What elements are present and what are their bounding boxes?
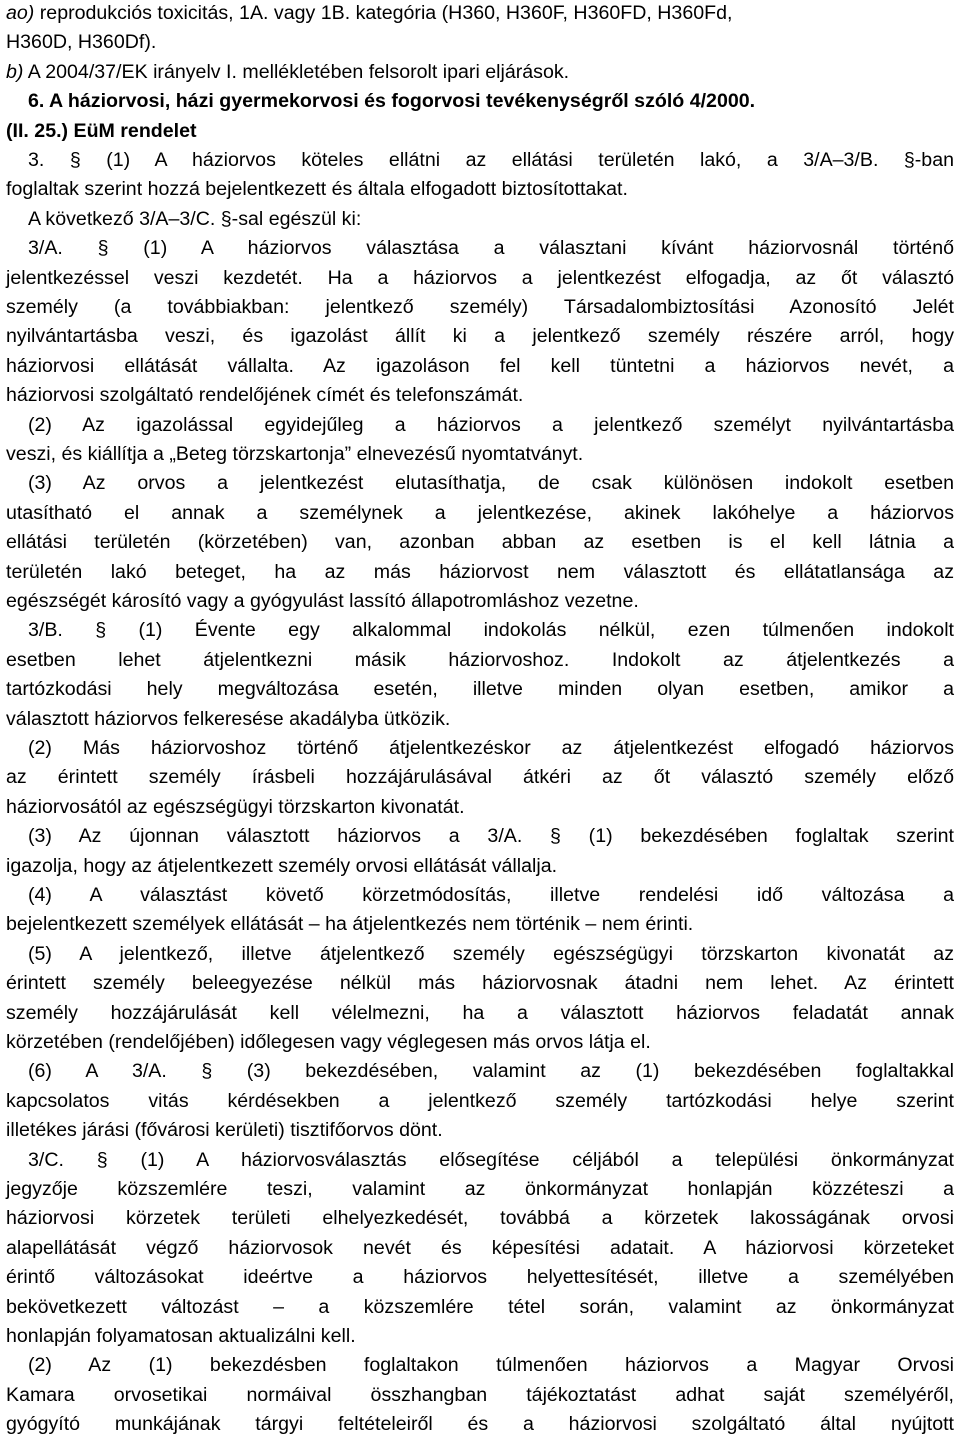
text-line: Kamara orvosetikai normáival összhangban tájékoztatást adhat saját személyéről, [6,1383,954,1406]
text-line: 3/B. § (1) Évente egy alkalommal indokolás nélkül, ezen túlmenően indokolt [28,619,954,642]
text-line: háziorvosától az egészségügyi törzskarton kivonatát. [6,795,465,818]
text-line: nyilvántartásba veszi, és igazolást állít ki a jelentkező személy részére arról, hogy [6,325,954,348]
section-heading-line: 6. A háziorvosi, házi gyermekorvosi és fogorvosi tevékenységről szóló 4/2000. [28,90,756,113]
text-line: veszi, és kiállítja a „Beteg törzskartonja” elnevezésű nyomtatványt. [6,443,584,465]
text-line: utasítható el annak a személynek a jelentkezése, akinek lakóhelye a háziorvos [6,501,954,524]
text-line: kapcsolatos vitás kérdésekben a jelentkező személy tartózkodási helye szerint [6,1089,954,1112]
text-line: (4) A választást követő körzetmódosítás, illetve rendelési idő változása a [28,884,954,906]
text-line: b) A 2004/37/EK irányelv I. mellékletében felsorolt ipari eljárások. [6,60,570,83]
text-line: gyógyító munkájának tárgyi feltételeiről és a háziorvosi szolgáltató által nyújtott [6,1413,954,1436]
text-line: esetben lehet átjelentkezni másik háziorvoshoz. Indokolt az átjelentkezés a [6,648,954,671]
text-line: honlapján folyamatosan aktualizálni kell. [6,1325,356,1347]
text-line: választott háziorvos felkeresése akadályba ütközik. [6,707,451,730]
text-line: A következő 3/A–3/C. §-sal egészül ki: [28,207,362,230]
text-line: körzetében (rendelőjében) időlegesen vagy véglegesen más orvos látja el. [6,1031,651,1053]
text-line: (3) Az újonnan választott háziorvos a 3/A. § (1) bekezdésében foglaltak szerint [28,825,954,848]
text-line: jegyzője közszemlére teszi, valamint az önkormányzat honlapján közzéteszi a [6,1178,954,1200]
text-line: ellátási területén (körzetében) van, azonban abban az esetben is el kell látnia a [6,531,954,554]
text-line: háziorvosi körzetek területi elhelyezkedését, továbbá a körzetek lakosságának orvosi [6,1207,954,1230]
text-line: háziorvosi szolgáltató rendelőjének címét és telefonszámát. [6,384,524,407]
text-line: bejelentkezett személyek ellátását – ha átjelentkezés nem történik – nem érinti. [6,913,694,936]
text-line: (2) Az igazolással egyidejűleg a háziorvos a jelentkező személyt nyilvántartásba [28,413,954,436]
text-line: érintett személy beleegyezése nélkül más háziorvosnak átadni nem lehet. Az érintett [6,972,954,995]
text-line: személy hozzájárulását kell vélelmezni, ha a választott háziorvos feladatát annak [6,1001,954,1024]
text-line: személy (a továbbiakban: jelentkező személy) Társadalombiztosítási Azonosító Jelét [6,296,954,318]
text-line: alapellátását végző háziorvosok nevét és képesítési adatait. A háziorvosi körzeteket [6,1236,954,1259]
text-line: tartózkodási hely megváltozása esetén, illetve minden olyan esetben, amikor a [6,678,954,701]
text-line: érintő változásokat ideértve a háziorvos helyettesítését, illetve a személyében [6,1266,954,1289]
text-line: foglaltak szerint hozzá bejelentkezett és általa elfogadott biztosítottakat. [6,178,628,201]
list-marker: b) [6,60,24,83]
text-line: az érintett személy írásbeli hozzájárulásával átkéri az őt választó személy előző [6,766,954,789]
text-line: illetékes járási (fővárosi kerületi) tisztifőorvos dönt. [6,1119,443,1142]
text-line: (2) Az (1) bekezdésben foglaltakon túlmenően háziorvos a Magyar Orvosi [28,1354,954,1377]
text-line: egészségét károsító vagy a gyógyulást lassító állapotromláshoz vezetne. [6,590,639,612]
list-marker: ao) [6,2,35,24]
text-line: 3. § (1) A háziorvos köteles ellátni az ellátási területén lakó, a 3/A–3/B. §-ban [28,149,954,171]
text-line: 3/A. § (1) A háziorvos választása a választani kívánt háziorvosnál történő [28,237,954,260]
text-line: területén lakó beteget, ha az más háziorvost nem választott és ellátatlansága az [6,560,954,583]
text-line: 3/C. § (1) A háziorvosválasztás elősegítése céljából a települési önkormányzat [28,1148,954,1171]
text-line: H360D, H360Df). [6,31,157,54]
text-line: (3) Az orvos a jelentkezést elutasíthatja, de csak különösen indokolt esetben [28,472,954,495]
text-line: bekövetkezett változást – a közszemlére tétel során, valamint az önkormányzat [6,1295,954,1318]
text-line: igazolja, hogy az átjelentkezett személy orvosi ellátását vállalja. [6,854,558,877]
text-line: jelentkezéssel veszi kezdetét. Ha a háziorvos a jelentkezést elfogadja, az őt választó [6,266,954,289]
section-heading-line: (II. 25.) EüM rendelet [6,119,197,142]
text-line: (2) Más háziorvoshoz történő átjelentkezéskor az átjelentkezést elfogadó háziorvos [28,737,954,759]
text-line: (5) A jelentkező, illetve átjelentkező személy egészségügyi törzskarton kivonatát az [28,942,954,965]
text-line: ao) reprodukciós toxicitás, 1A. vagy 1B. kategória (H360, H360F, H360FD, H360Fd, [6,2,733,24]
text-line: (6) A 3/A. § (3) bekezdésében, valamint az (1) bekezdésében foglaltakkal [28,1060,954,1083]
text-line: háziorvosi ellátását vállalta. Az igazoláson fel kell tüntetni a háziorvos nevét, a [6,354,954,377]
